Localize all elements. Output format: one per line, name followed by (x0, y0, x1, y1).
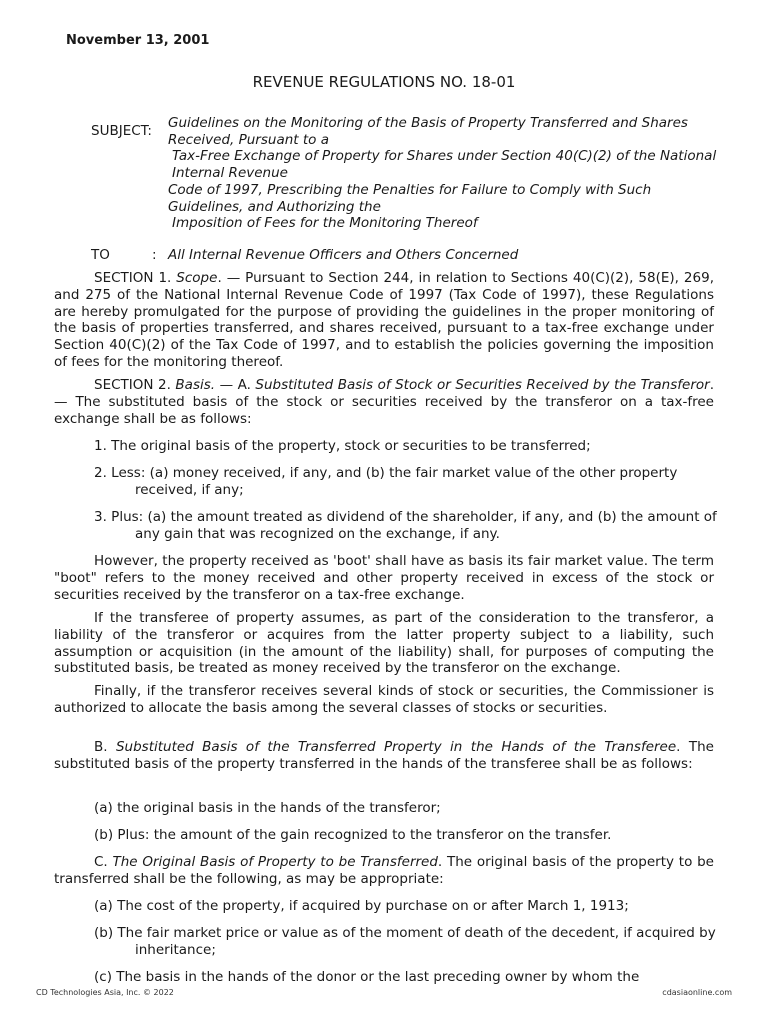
to-recipients: All Internal Revenue Officers and Others Concerned (168, 247, 519, 263)
section-2c-text: . The original basis of the property to be transferred shall be the following, as may be appropriate: (54, 854, 714, 887)
boot-paragraph: However, the property received as 'boot' shall have as basis its fair market value. The term "boot" refers to the money received and other property received in excess of the stock or securities received by the transferor on a tax-free exchange. (54, 553, 714, 603)
section-2b-text: . The substituted basis of the property transferred in the hands of the transferee shall be as follows: (54, 739, 714, 772)
document-title: REVENUE REGULATIONS NO. 18-01 (252, 73, 516, 91)
section-2c-paragraph (54, 854, 714, 888)
footer-website: cdasiaonline.com (662, 988, 732, 997)
section-2-heading: Basis. (175, 377, 216, 393)
list-item: (c) The basis in the hands of the donor or the last preceding owner by whom the (94, 969, 640, 985)
to-colon: : (152, 247, 157, 263)
section-1-paragraph (54, 270, 714, 371)
section-2b-lead: B. (94, 739, 116, 755)
list-item: 3. Plus: (a) the amount treated as dividend of the shareholder, if any, and (b) the amount of any gain that was recognized on the exchange, if any. (94, 509, 717, 542)
subject-text (168, 115, 728, 232)
section-1-heading: Scope (176, 270, 218, 286)
section-2b-heading: Substituted Basis of the Transferred Property in the Hands of the Transferee (115, 739, 677, 755)
footer-copyright: CD Technologies Asia, Inc. © 2022 (36, 988, 174, 997)
list-item: 2. Less: (a) money received, if any, and (b) the fair market value of the other property received, if any; (94, 465, 678, 498)
document-date: November 13, 2001 (66, 33, 210, 48)
section-2-dash: — A. (215, 377, 256, 393)
list-item: (a) The cost of the property, if acquired by purchase on or after March 1, 1913; (94, 898, 629, 914)
section-2-text: . — The substituted basis of the stock or securities received by the transferor on a tax-free exchange shall be as follows: (54, 377, 714, 427)
section-1-text: . — Pursuant to Section 244, in relation to Sections 40(C)(2), 58(E), 269, and 275 of the National Internal Revenue Code of 1997 (Tax Code of 1997), these Regulations are hereby promulgated for the purpose of providing the guidelines in the proper monitoring of the basis of properties transferred, and shares received, pursuant to a tax-free exchange under Section 40(C)(2) of the Tax Code of 1997, and to establish the policies governing the imposition of fees for the monitoring thereof. (54, 270, 714, 370)
section-2-lead: SECTION 2. (94, 377, 176, 393)
list-item: (b) Plus: the amount of the gain recognized to the transferor on the transfer. (94, 827, 612, 843)
section-1-lead: SECTION 1. (94, 270, 177, 286)
section-2-subheading: Substituted Basis of Stock or Securities Received by the Transferor (255, 377, 710, 393)
list-item: (b) The fair market price or value as of the moment of death of the decedent, if acquired by inheritance; (94, 925, 716, 958)
section-2-paragraph (54, 377, 714, 427)
finally-paragraph: Finally, if the transferor receives several kinds of stock or securities, the Commissioner is authorized to allocate the basis among the several classes of stocks or securities. (54, 683, 714, 716)
liability-paragraph: If the transferee of property assumes, as part of the consideration to the transferor, a liability of the transferor or acquires from the latter property subject to a liability, such assumption or acquisition (in the amount of the liability) shall, for purposes of computing the substituted basis, be treated as money received by the transferor on the exchange. (54, 610, 714, 677)
list-item: 1. The original basis of the property, stock or securities to be transferred; (94, 438, 591, 454)
subject-line: Imposition of Fees for the Monitoring Thereof (172, 215, 478, 232)
subject-line: Code of 1997, Prescribing the Penalties for Failure to Comply with Such Guidelines, and Authorizing the (168, 181, 652, 215)
section-2b-paragraph (54, 739, 714, 773)
to-label: TO (91, 247, 110, 263)
list-item: (a) the original basis in the hands of the transferor; (94, 800, 441, 816)
subject-label: SUBJECT: (91, 123, 152, 139)
section-2c-heading: The Original Basis of Property to be Transferred (112, 854, 438, 870)
subject-line: Tax-Free Exchange of Property for Shares under Section 40(C)(2) of the National Internal Revenue (172, 148, 717, 182)
section-2c-lead: C. (94, 854, 113, 870)
subject-line: Guidelines on the Monitoring of the Basis of Property Transferred and Shares Received, Pursuant to a (168, 115, 688, 148)
